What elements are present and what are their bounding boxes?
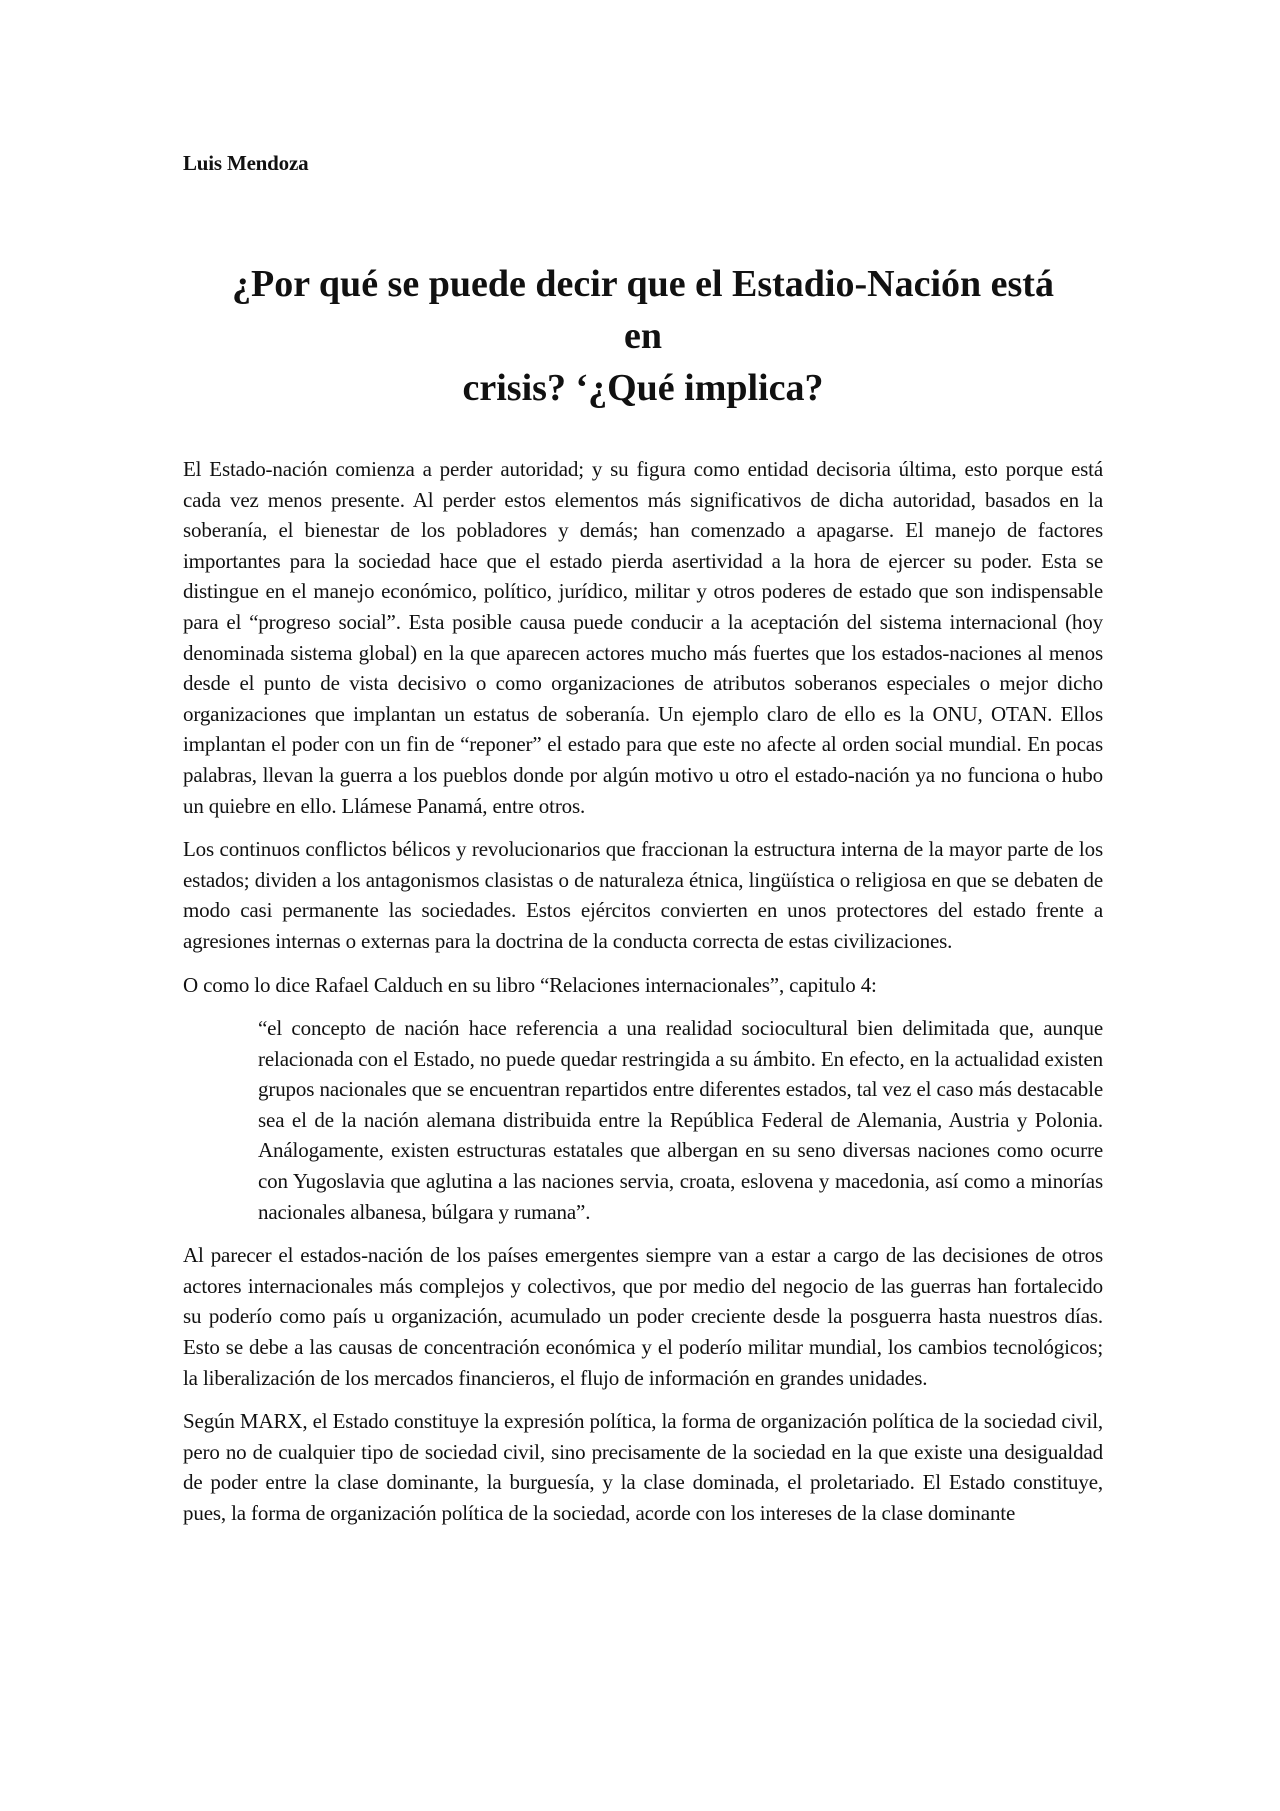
author-name: Luis Mendoza (183, 151, 309, 175)
paragraph-4: Al parecer el estados-nación de los países emergentes siempre van a estar a cargo de las decisiones de otros actores internacionales más complejos y colectivos, que por medio del negocio de las guerras han fortalecido su poderío como país u organización, acumulado un poder creciente desde la posguerra hasta nuestros días. Esto se debe a las causas de concentración económica y el poderío militar mundial, los cambios tecnológicos; la liberalización de los mercados financieros, el flujo de información en grandes unidades. (183, 1243, 1103, 1390)
title-line-2: crisis? ‘¿Qué implica? (462, 367, 824, 409)
paragraph-2: Los continuos conflictos bélicos y revolucionarios que fraccionan la estructura interna de la mayor parte de los estados; dividen a los antagonismos clasistas o de naturaleza étnica, lingüística o religiosa en que se debaten de modo casi permanente las sociedades. Estos ejércitos convierten en unos protectores del estado frente a agresiones internas o externas para la doctrina de la conducta correcta de estas civilizaciones. (183, 837, 1103, 953)
document-body (183, 454, 1103, 1529)
paragraph-5: Según MARX, el Estado constituye la expresión política, la forma de organización política de la sociedad civil, pero no de cualquier tipo de sociedad civil, sino precisamente de la sociedad en la que existe una desigualdad de poder entre la clase dominante, la burguesía, y la clase dominada, el proletariado. El Estado constituye, pues, la forma de organización política de la sociedad, acorde con los intereses de la clase dominante (183, 1409, 1103, 1525)
document-page (183, 148, 1103, 1542)
paragraph-1: El Estado-nación comienza a perder autoridad; y su figura como entidad decisoria última, esto porque está cada vez menos presente. Al perder estos elementos más significativos de dicha autoridad, basados en la soberanía, el bienestar de los pobladores y demás; han comenzado a apagarse. El manejo de factores importantes para la sociedad hace que el estado pierda asertividad a la hora de ejercer su poder. Esta se distingue en el manejo económico, político, jurídico, militar y otros poderes de estado que son indispensable para el “progreso social”. Esta posible causa puede conducir a la aceptación del sistema internacional (hoy denominada sistema global) en la que aparecen actores mucho más fuertes que los estados-naciones al menos desde el punto de vista decisivo o como organizaciones de atributos soberanos especiales o mejor dicho organizaciones que implantan un estatus de soberanía. Un ejemplo claro de ello es la ONU, OTAN. Ellos implantan el poder con un fin de “reponer” el estado para que este no afecte al orden social mundial. En pocas palabras, llevan la guerra a los pueblos donde por algún motivo u otro el estado-nación ya no funciona o hubo un quiebre en ello. Llámese Panamá, entre otros. (183, 457, 1103, 818)
block-quote: “el concepto de nación hace referencia a una realidad sociocultural bien delimitada que, aunque relacionada con el Estado, no puede quedar restringida a su ámbito. En efecto, en la actualidad existen grupos nacionales que se encuentran repartidos entre diferentes estados, tal vez el caso más destacable sea el de la nación alemana distribuida entre la República Federal de Alemania, Austria y Polonia. Análogamente, existen estructuras estatales que albergan en su seno diversas naciones como ocurre con Yugoslavia que aglutina a las naciones servia, croata, eslovena y macedonia, así como a minorías nacionales albanesa, búlgara y rumana”. (258, 1016, 1103, 1224)
paragraph-3: O como lo dice Rafael Calduch en su libro “Relaciones internacionales”, capitulo 4: (183, 972, 877, 997)
title-line-1: ¿Por qué se puede decir que el Estadio-Nación está en (232, 263, 1054, 357)
document-title (183, 258, 1103, 414)
